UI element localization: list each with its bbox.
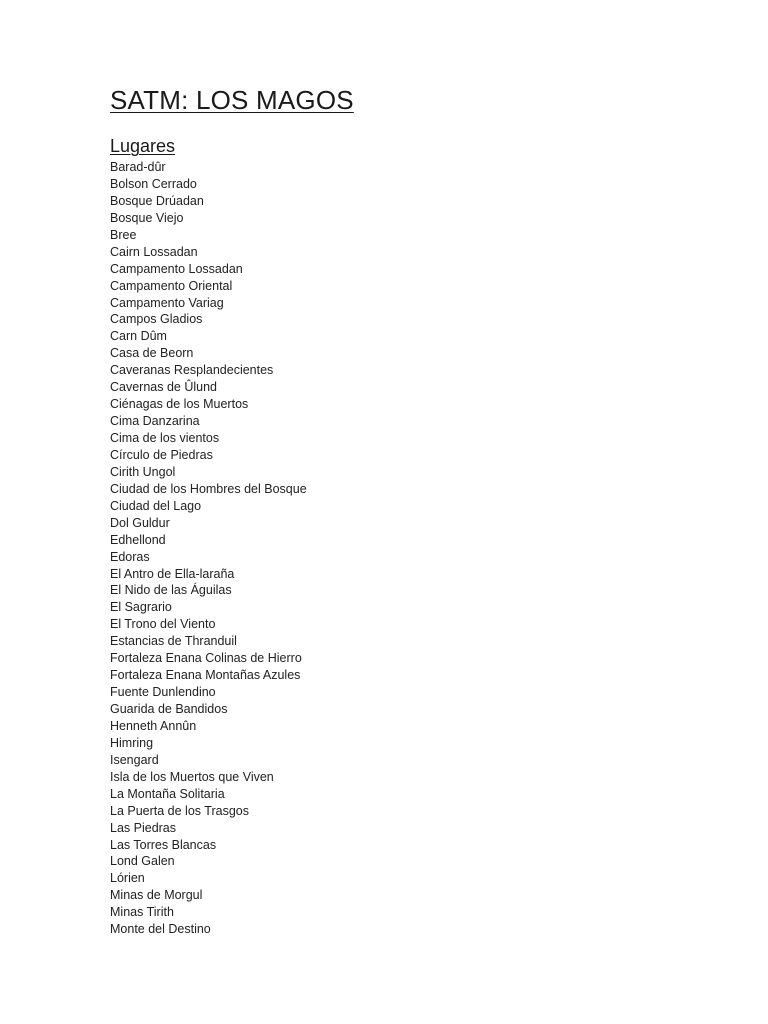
- place-item: La Puerta de los Trasgos: [110, 803, 249, 818]
- place-item: Himring: [110, 735, 154, 750]
- place-item: El Sagrario: [110, 600, 172, 615]
- place-item: Campos Gladios: [110, 312, 203, 327]
- place-item: Fortaleza Enana Colinas de Hierro: [110, 651, 302, 666]
- place-item: Edhellond: [110, 532, 166, 547]
- place-item: Carn Dûm: [110, 329, 167, 344]
- place-item: Cirith Ungol: [110, 464, 176, 479]
- place-item: Casa de Beorn: [110, 346, 194, 361]
- place-item: Bolson Cerrado: [110, 176, 197, 191]
- place-item: Minas de Morgul: [110, 888, 203, 903]
- place-item: Lond Galen: [110, 854, 175, 869]
- place-item: Fortaleza Enana Montañas Azules: [110, 668, 301, 683]
- section-heading-lugares: Lugares: [110, 136, 176, 156]
- place-item: Cairn Lossadan: [110, 244, 198, 259]
- place-item: Ciudad de los Hombres del Bosque: [110, 481, 307, 496]
- place-item: Isla de los Muertos que Viven: [110, 769, 274, 784]
- place-item: Minas Tirith: [110, 905, 174, 920]
- place-item: El Nido de las Águilas: [110, 583, 232, 598]
- place-item: Ciudad del Lago: [110, 498, 202, 513]
- place-item: Ciénagas de los Muertos: [110, 397, 249, 412]
- place-item: Campamento Lossadan: [110, 261, 243, 276]
- place-item: Lórien: [110, 871, 145, 886]
- place-item: Círculo de Piedras: [110, 447, 213, 462]
- place-item: El Antro de Ella-laraña: [110, 566, 235, 581]
- place-item: Cavernas de Ûlund: [110, 380, 218, 395]
- place-item: Las Torres Blancas: [110, 837, 217, 852]
- place-item: Henneth Annûn: [110, 718, 197, 733]
- place-item: Caveranas Resplandecientes: [110, 363, 274, 378]
- places-list: [110, 159, 307, 938]
- place-item: El Trono del Viento: [110, 617, 216, 632]
- place-item: Barad-dûr: [110, 160, 166, 174]
- place-item: Estancias de Thranduil: [110, 634, 237, 649]
- place-item: Dol Guldur: [110, 515, 170, 530]
- place-item: Cima Danzarina: [110, 414, 200, 429]
- place-item: Guarida de Bandidos: [110, 702, 228, 716]
- document-title: SATM: LOS MAGOS: [110, 85, 354, 115]
- place-item: Las Piedras: [110, 820, 177, 835]
- place-item: Bosque Drúadan: [110, 193, 204, 208]
- place-item: Bosque Viejo: [110, 210, 184, 225]
- place-item: La Montaña Solitaria: [110, 786, 225, 801]
- place-item: Edoras: [110, 549, 150, 564]
- place-item: Fuente Dunlendino: [110, 685, 216, 700]
- place-item: Campamento Variag: [110, 295, 224, 310]
- place-item: Monte del Destino: [110, 922, 211, 937]
- place-item: Cima de los vientos: [110, 431, 220, 445]
- place-item: Campamento Oriental: [110, 278, 233, 293]
- place-item: Isengard: [110, 752, 159, 767]
- place-item: Bree: [110, 227, 137, 242]
